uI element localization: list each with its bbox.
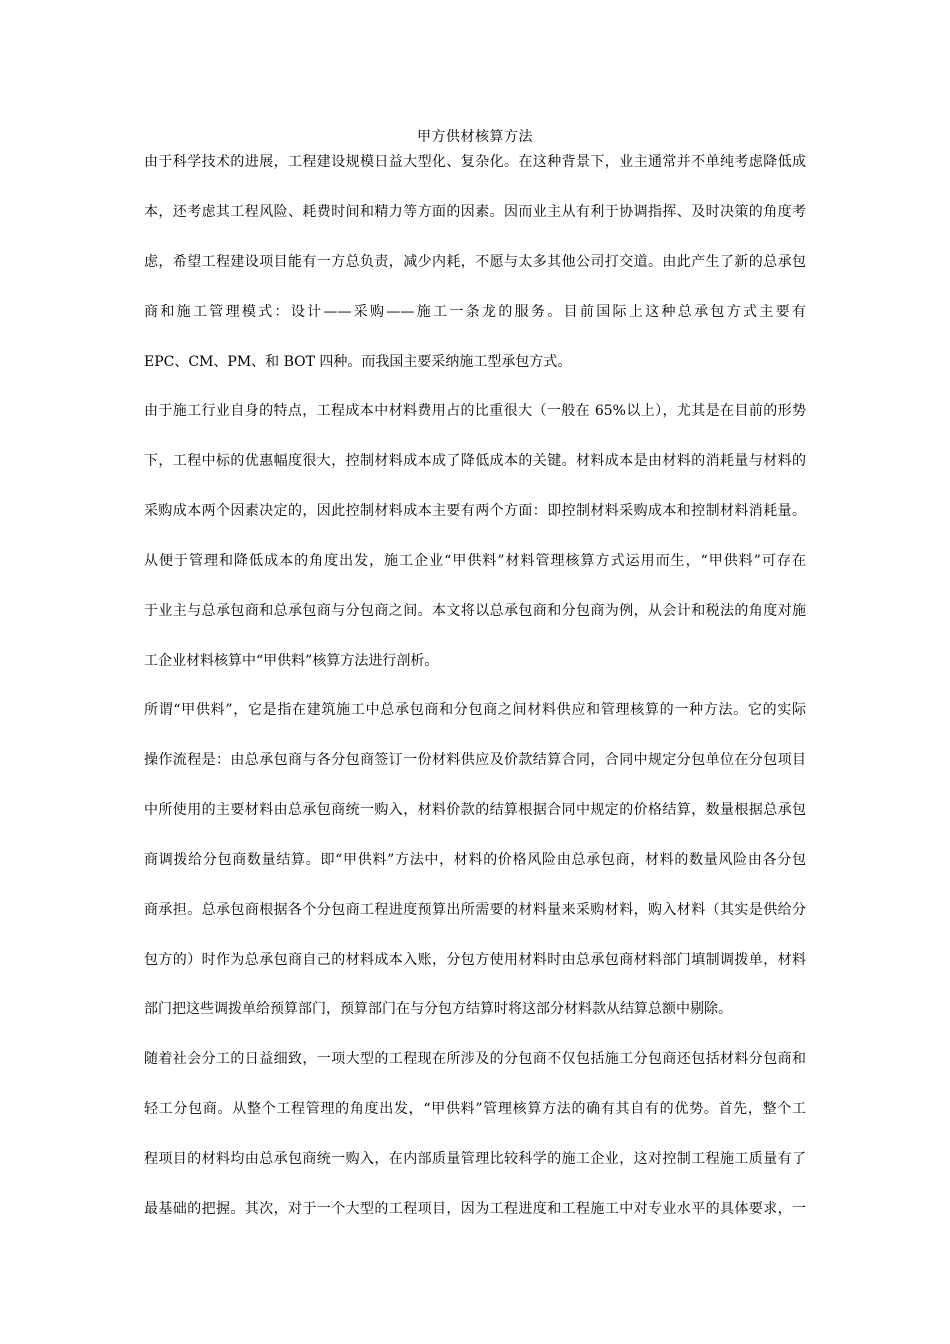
- text-line: 操作流程是：由总承包商与各分包商签订一份材料供应及价款结算合同，合同中规定分包单位在分包项目: [144, 752, 806, 768]
- text-line: 由于施工行业自身的特点，工程成本中材料费用占的比重很大（一般在 65%以上），尤其是在目前的形势: [144, 403, 806, 419]
- text-line: 工企业材料核算中“甲供料”核算方法进行剖析。: [144, 653, 439, 669]
- text-line: 轻工分包商。从整个工程管理的角度出发，“甲供料”管理核算方法的确有其自有的优势。首先，整个工: [144, 1101, 806, 1117]
- text-line: 商调拨给分包商数量结算。即“甲供料”方法中，材料的价格风险由总承包商，材料的数量风险由各分包: [144, 852, 806, 868]
- text-line: 最基础的把握。其次，对于一个大型的工程项目，因为工程进度和工程施工中对专业水平的具体要求，一: [144, 1201, 806, 1217]
- document-title: 甲方供材核算方法: [417, 129, 533, 145]
- text-line: 采购成本两个因素决定的，因此控制材料成本主要有两个方面：即控制材料采购成本和控制材料消耗量。: [144, 503, 806, 519]
- text-line: 所谓“甲供料”，它是指在建筑施工中总承包商和分包商之间材料供应和管理核算的一种方法。它的实际: [144, 702, 806, 718]
- text-line: 商和施工管理模式：设计——采购——施工一条龙的服务。目前国际上这种总承包方式主要有: [144, 304, 806, 320]
- text-line: 虑，希望工程建设项目能有一方总负责，减少内耗，不愿与太多其他公司打交道。由此产生了新的总承包: [144, 254, 806, 270]
- text-line: 下，工程中标的优惠幅度很大，控制材料成本成了降低成本的关键。材料成本是由材料的消耗量与材料的: [144, 453, 806, 469]
- text-line: 本，还考虑其工程风险、耗费时间和精力等方面的因素。因而业主从有利于协调指挥、及时决策的角度考: [144, 204, 806, 220]
- text-line: 包方的）时作为总承包商自己的材料成本入账，分包方使用材料时由总承包商材料部门填制调拨单，材料: [144, 952, 806, 968]
- text-line: 于业主与总承包商和总承包商与分包商之间。本文将以总承包商和分包商为例，从会计和税法的角度对施: [144, 603, 806, 619]
- text-line: 从便于管理和降低成本的角度出发，施工企业“甲供料”材料管理核算方式运用而生，“甲供料”可存在: [144, 553, 806, 569]
- text-line: 部门把这些调拨单给预算部门，预算部门在与分包方结算时将这部分材料款从结算总额中剔除。: [144, 1001, 732, 1017]
- text-line: 随着社会分工的日益细致，一项大型的工程现在所涉及的分包商不仅包括施工分包商还包括材料分包商和: [144, 1051, 806, 1067]
- text-line: 程项目的材料均由总承包商统一购入，在内部质量管理比较科学的施工企业，这对控制工程施工质量有了: [144, 1151, 806, 1167]
- text-line: 中所使用的主要材料由总承包商统一购入，材料价款的结算根据合同中规定的价格结算，数量根据总承包: [144, 802, 806, 818]
- text-line: 商承担。总承包商根据各个分包商工程进度预算出所需要的材料量来采购材料，购入材料（其实是供给分: [144, 902, 806, 918]
- text-line: 由于科学技术的进展，工程建设规模日益大型化、复杂化。在这种背景下，业主通常并不单纯考虑降低成: [144, 154, 806, 170]
- text-line: EPC、CM、PM、和 BOT 四种。而我国主要采纳施工型承包方式。: [144, 354, 572, 370]
